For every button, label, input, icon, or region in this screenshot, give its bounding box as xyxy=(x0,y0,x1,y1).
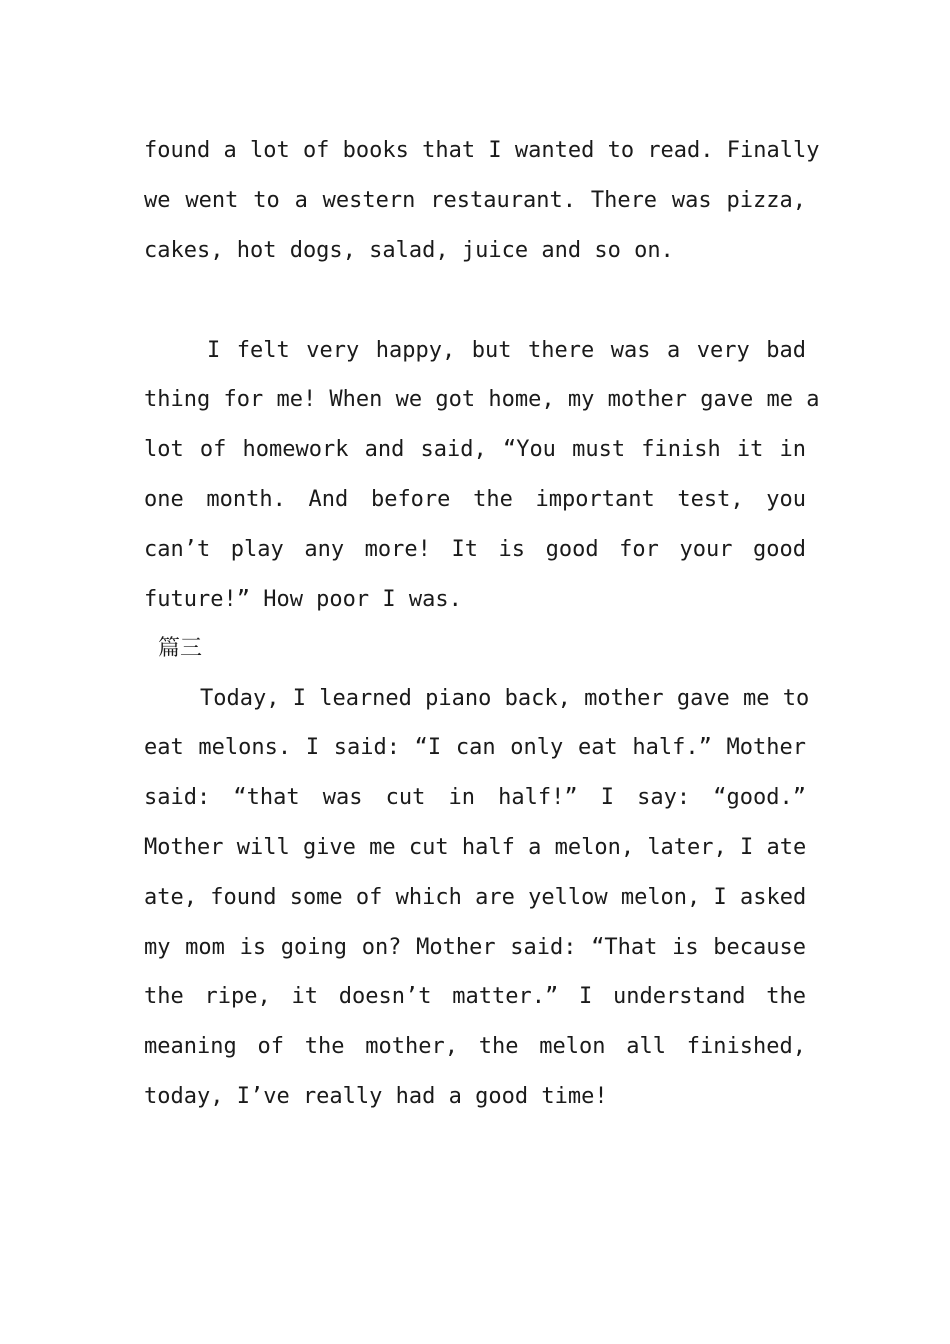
paragraph-line: cakes, hot dogs, salad, juice and so on. xyxy=(144,238,674,263)
paragraph-line: lot of homework and said, “You must finish it in xyxy=(144,437,806,462)
paragraph-line: my mom is going on? Mother said: “That is because xyxy=(144,935,806,960)
paragraph-line: I felt very happy, but there was a very bad xyxy=(207,338,806,363)
paragraph-line: future!” How poor I was. xyxy=(144,587,462,612)
paragraph-line: one month. And before the important test, you xyxy=(144,487,806,512)
paragraph-line: Mother will give me cut half a melon, later, I ate xyxy=(144,835,807,860)
paragraph-line: the ripe, it doesn’t matter.” I understand the xyxy=(144,984,806,1009)
paragraph-line: eat melons. I said: “I can only eat half.” Mother xyxy=(144,735,806,760)
paragraph-line: found a lot of books that I wanted to read. Finally xyxy=(144,138,820,163)
paragraph-line: meaning of the mother, the melon all finished, xyxy=(144,1034,806,1059)
paragraph-line: ate, found some of which are yellow melon, I asked xyxy=(144,885,807,910)
paragraph-line: thing for me! When we got home, my mother gave me a xyxy=(144,387,820,412)
paragraph-line: we went to a western restaurant. There was pizza, xyxy=(144,188,806,213)
paragraph-line: can’t play any more! It is good for your good xyxy=(144,537,806,562)
paragraph-line: said: “that was cut in half!” I say: “good.” xyxy=(144,785,806,810)
paragraph-line: today, I’ve really had a good time! xyxy=(144,1084,608,1109)
paragraph-line: Today, I learned piano back, mother gave me to xyxy=(200,686,810,711)
section-heading: 篇三 xyxy=(158,636,203,661)
